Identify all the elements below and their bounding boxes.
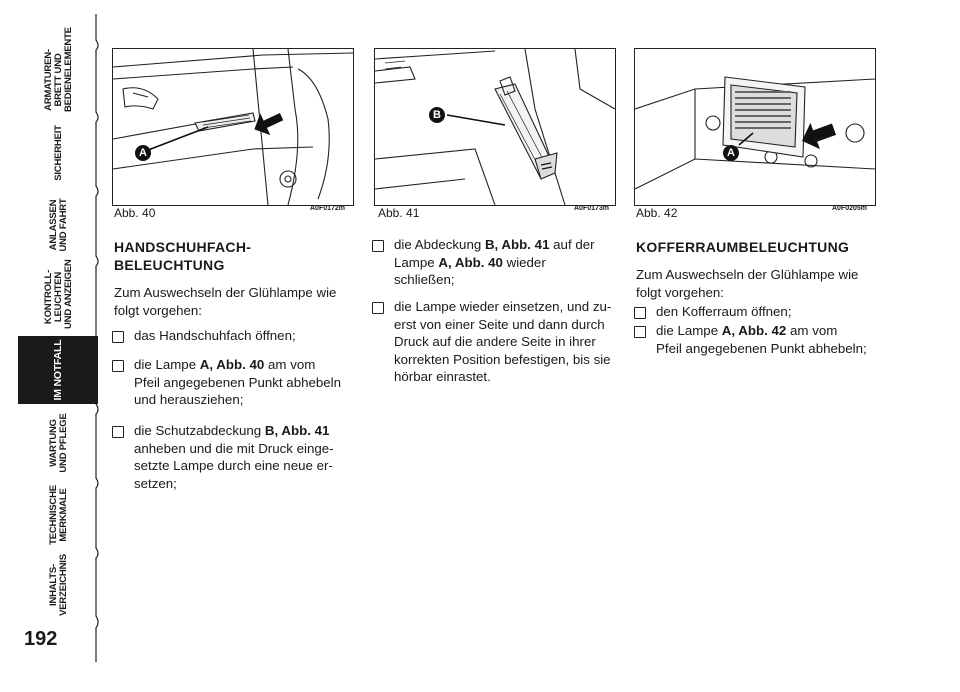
tab-anlassen[interactable]: [18, 192, 100, 258]
tab-label: ANLASSEN UND FAHRT: [48, 198, 69, 252]
intro-line: folgt vorgehen:: [114, 303, 202, 318]
figure-caption: Abb. 40: [114, 206, 156, 220]
callout-a: A: [135, 145, 151, 161]
tab-inhaltsverzeichnis[interactable]: [18, 552, 100, 618]
tab-label: IM NOTFALL: [52, 339, 64, 401]
page-number: 192: [24, 628, 58, 650]
intro-line: Zum Auswechseln der Glühlampe wie: [114, 285, 337, 300]
section-heading-line2: BELEUCHTUNG: [114, 257, 225, 273]
tab-label: ARMATUREN- BRETT UND BEDIENELEMENTE: [43, 27, 74, 112]
tab-label: SICHERHEIT: [53, 125, 64, 181]
list-item: die Lampe A, Abb. 40 am vom Pfeil angegebenen Punkt abhebeln und herausziehen;: [108, 356, 374, 409]
tab-armaturenbrett[interactable]: [18, 27, 100, 113]
checkbox-bullet-icon: [372, 240, 384, 252]
figure-code: A0F0172m: [310, 205, 346, 212]
checkbox-bullet-icon: [112, 360, 124, 372]
lamp-cover-illustration: [375, 49, 615, 205]
list-item: das Handschuhfach öffnen;: [108, 327, 296, 345]
figure-caption: Abb. 42: [636, 206, 678, 220]
intro-line: folgt vorgehen:: [636, 285, 724, 300]
figure-code: A0F0205m: [832, 205, 868, 212]
intro-line: Zum Auswechseln der Glühlampe wie: [636, 267, 859, 282]
list-item: die Lampe A, Abb. 42 am vom Pfeil angegebenen Punkt abhebeln;: [630, 322, 906, 357]
section-heading-line1: HANDSCHUHFACH-: [114, 239, 252, 255]
callout-a: A: [723, 145, 739, 161]
figure-caption: Abb. 41: [378, 206, 420, 220]
tab-im-notfall[interactable]: [18, 336, 98, 404]
chapter-nav: [0, 0, 100, 692]
tab-kontrollleuchten[interactable]: [18, 259, 100, 330]
tab-wartung[interactable]: [18, 410, 100, 476]
checkbox-bullet-icon: [634, 307, 646, 319]
list-item: die Schutzabdeckung B, Abb. 41 anheben und die mit Druck einge- setzte Lampe durch eine neue er- setzen;: [108, 422, 374, 492]
tab-technische-merkmale[interactable]: [18, 482, 100, 548]
checkbox-bullet-icon: [634, 326, 646, 338]
section-heading: KOFFERRAUMBELEUCHTUNG: [636, 239, 850, 255]
checkbox-bullet-icon: [112, 426, 124, 438]
list-item: den Kofferraum öffnen;: [630, 303, 792, 321]
glovebox-illustration: [113, 49, 353, 205]
tab-label: INHALTS- VERZEICHNIS: [48, 554, 69, 616]
tab-label: WARTUNG UND PFLEGE: [48, 413, 69, 473]
boot-light-illustration: [635, 49, 875, 205]
checkbox-bullet-icon: [372, 302, 384, 314]
tab-label: TECHNISCHE MERKMALE: [48, 485, 69, 545]
list-item: die Abdeckung B, Abb. 41 auf der Lampe A, Abb. 40 wieder schließen;: [368, 236, 644, 289]
figure-40: [112, 48, 354, 206]
figure-42: [634, 48, 876, 206]
callout-b: B: [429, 107, 445, 123]
list-item: die Lampe wieder einsetzen, und zu- erst von einer Seite und dann durch Druck auf die andere Seite in ihrer korrekten Position befestigen, bis sie hörbar einrastet.: [368, 298, 644, 386]
checkbox-bullet-icon: [112, 331, 124, 343]
tab-label: KONTROLL- LEUCHTEN UND ANZEIGEN: [43, 259, 74, 329]
figure-41: [374, 48, 616, 206]
tab-sicherheit[interactable]: [18, 120, 100, 186]
figure-code: A0F0173m: [574, 205, 610, 212]
